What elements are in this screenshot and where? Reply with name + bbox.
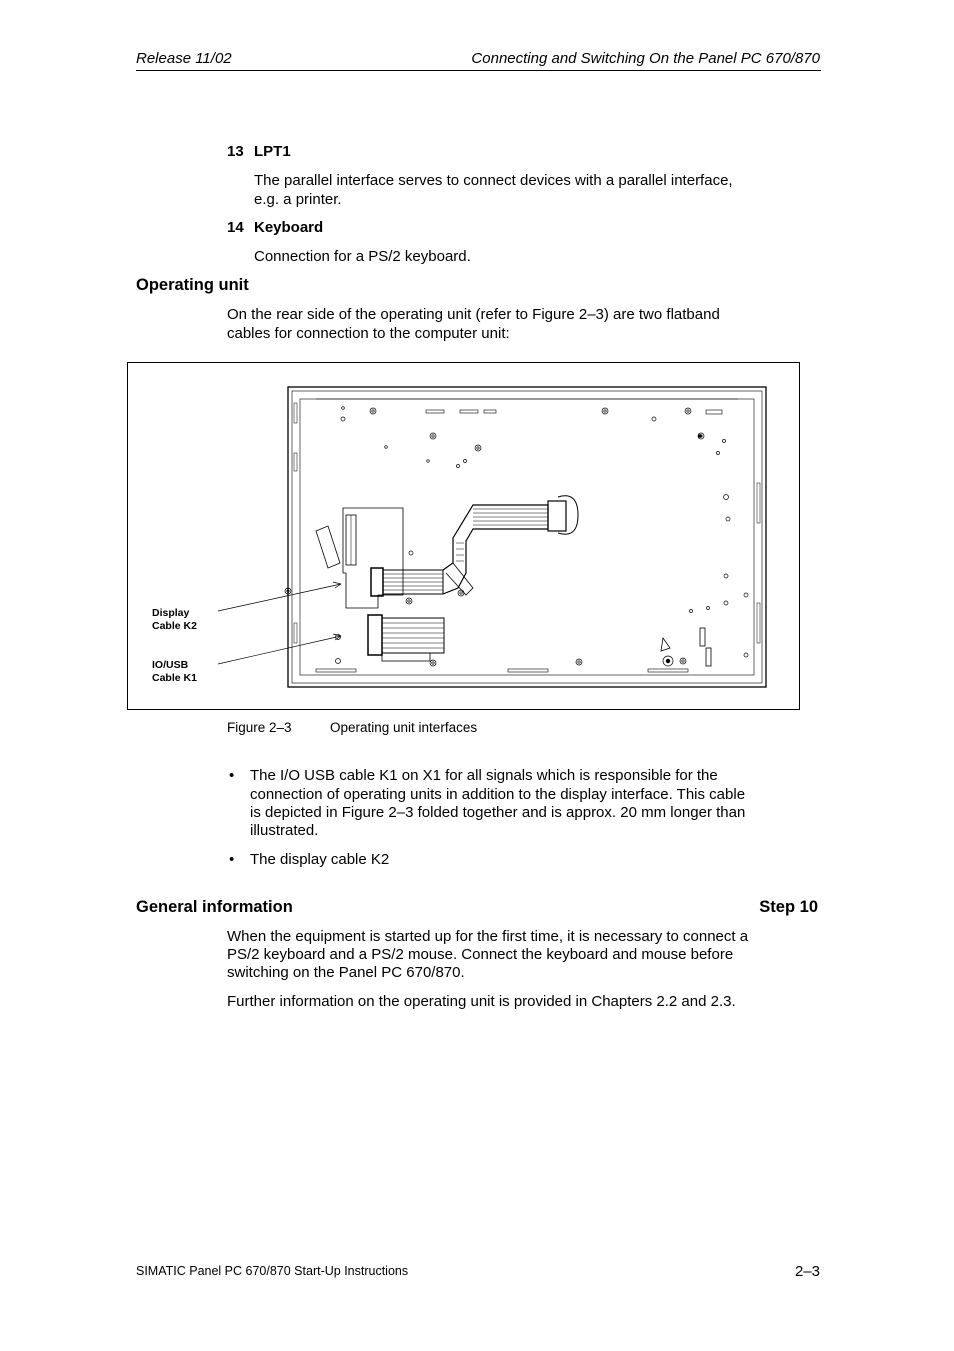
general-para1-line1: When the equipment is started up for the first time, it is necessary to connect a — [227, 928, 749, 945]
general-para1-line2: PS/2 keyboard and a PS/2 mouse. Connect the keyboard and mouse before — [227, 946, 734, 963]
callout-io-line1: IO/USB — [152, 659, 189, 671]
operating-unit-intro-line1: On the rear side of the operating unit (refer to Figure 2–3) are two flatband — [227, 306, 720, 323]
item-13-title: LPT1 — [254, 143, 291, 160]
callout-display-line2: Cable K2 — [152, 620, 197, 632]
operating-unit-drawing — [128, 363, 799, 709]
item-13-number: 13 — [227, 143, 244, 160]
bullet-dot: • — [229, 851, 235, 868]
callout-display-cable — [152, 607, 197, 633]
item-14-number: 14 — [227, 219, 244, 236]
bullet-1-line4: illustrated. — [250, 822, 319, 839]
callout-io-cable — [152, 659, 197, 685]
item-13-text-line2: e.g. a printer. — [254, 191, 342, 208]
bullet-dot: • — [229, 767, 235, 784]
item-14-text: Connection for a PS/2 keyboard. — [254, 248, 471, 265]
figure-caption-text: Operating unit interfaces — [330, 720, 478, 735]
header-release: Release 11/02 — [136, 50, 232, 67]
item-13-text-line1: The parallel interface serves to connect devices with a parallel interface, — [254, 172, 733, 189]
figure-caption-number: Figure 2–3 — [227, 720, 292, 735]
header-rule — [136, 70, 821, 71]
step-label: Step 10 — [759, 898, 818, 916]
page-number: 2–3 — [794, 1263, 820, 1280]
general-para2: Further information on the operating unit is provided in Chapters 2.2 and 2.3. — [227, 993, 736, 1010]
header-title: Connecting and Switching On the Panel PC 670/870 — [471, 50, 820, 67]
operating-unit-intro-line2: cables for connection to the computer unit: — [227, 325, 510, 342]
bullet-1-line2: connection of operating units in addition to the display interface. This cable — [250, 786, 746, 803]
footer-title: SIMATIC Panel PC 670/870 Start-Up Instructions — [136, 1264, 409, 1278]
item-14-title: Keyboard — [254, 219, 324, 236]
bullet-1-line3: is depicted in Figure 2–3 folded together and is approx. 20 mm longer than — [250, 804, 746, 821]
callout-display-line1: Display — [152, 607, 190, 619]
general-heading: General information — [136, 898, 293, 916]
bullet-2-text: The display cable K2 — [250, 851, 390, 868]
callout-io-line2: Cable K1 — [152, 672, 197, 684]
figure-frame — [127, 362, 800, 710]
operating-unit-heading: Operating unit — [136, 276, 249, 294]
bullet-1-line1: The I/O USB cable K1 on X1 for all signals which is responsible for the — [250, 767, 718, 784]
general-para1-line3: switching on the Panel PC 670/870. — [227, 964, 465, 981]
